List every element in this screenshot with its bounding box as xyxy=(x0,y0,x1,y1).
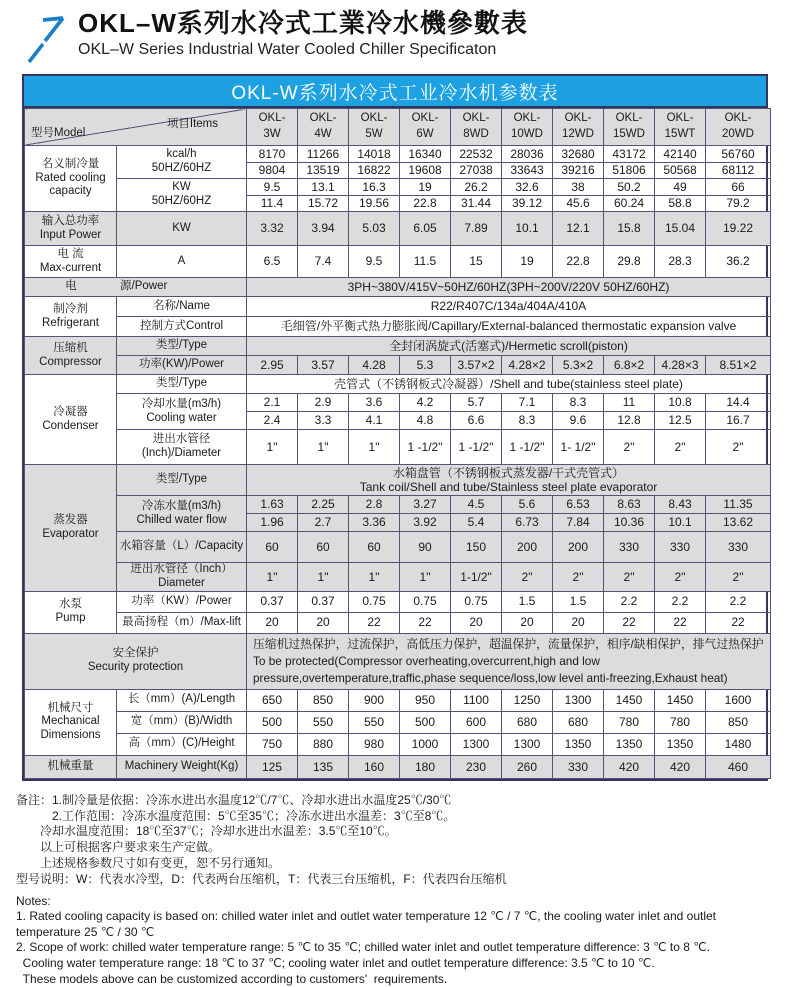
corner-cell xyxy=(25,109,247,146)
category-cell: 蒸发器 Evaporator xyxy=(25,465,117,592)
value-cell: 1-1/2" xyxy=(451,563,502,592)
value-cell: 26.2 xyxy=(451,179,502,196)
value-cell: 1350 xyxy=(604,733,655,755)
value-cell: 330 xyxy=(706,532,771,563)
value-cell: 19608 xyxy=(400,163,451,179)
model-header-cell: OKL- 15WT xyxy=(655,109,706,146)
note-line: Cooling water temperature range: 18 ℃ to 37 ℃; cooling water inlet and outlet temperature difference: 3.5 ℃ to 10 ℃. xyxy=(16,956,655,971)
value-cell: 3.57×2 xyxy=(451,356,502,375)
notes-zh xyxy=(16,793,790,888)
value-cell: 980 xyxy=(349,733,400,755)
span-value-cell: 毛细管/外平衡式热力膨胀阀/Capillary/External-balanced thermostatic expansion valve xyxy=(247,317,771,337)
value-cell: 5.6 xyxy=(502,496,553,514)
category-cell: 输入总功率 Input Power xyxy=(25,212,117,246)
value-cell: 60 xyxy=(247,532,298,563)
item-cell: 进出水管径 (Inch)/Diameter xyxy=(117,430,247,465)
page-header xyxy=(0,0,790,65)
value-cell: 68112 xyxy=(706,163,771,179)
value-cell: 125 xyxy=(247,755,298,778)
value-cell: 1100 xyxy=(451,689,502,711)
value-cell: 0.75 xyxy=(400,591,451,612)
value-cell: 32.6 xyxy=(502,179,553,196)
value-cell: 16.3 xyxy=(349,179,400,196)
value-cell: 500 xyxy=(400,711,451,733)
model-header-cell: OKL- 3W xyxy=(247,109,298,146)
value-cell: 16340 xyxy=(400,146,451,163)
value-cell: 550 xyxy=(349,711,400,733)
value-cell: 9.6 xyxy=(553,412,604,430)
value-cell: 31.44 xyxy=(451,196,502,212)
value-cell: 29.8 xyxy=(604,246,655,278)
item-cell: 宽（mm）(B)/Width xyxy=(117,711,247,733)
value-cell: 1000 xyxy=(400,733,451,755)
value-cell: 2.4 xyxy=(247,412,298,430)
value-cell: 51806 xyxy=(604,163,655,179)
value-cell: 180 xyxy=(400,755,451,778)
value-cell: 5.4 xyxy=(451,514,502,532)
value-cell: 500 xyxy=(247,711,298,733)
value-cell: 330 xyxy=(655,532,706,563)
span-value-cell: 3PH~380V/415V~50HZ/60HZ(3PH~200V/220V 50HZ/60HZ) xyxy=(247,278,771,297)
value-cell: 0.75 xyxy=(451,591,502,612)
note-line: Notes: xyxy=(16,893,51,908)
value-cell: 20 xyxy=(553,612,604,633)
value-cell: 780 xyxy=(604,711,655,733)
note-line: 型号说明：W：代表水冷型，D：代表两台压缩机，T：代表三台压缩机，F：代表四台压缩机 xyxy=(16,871,507,886)
span-value-cell: 水箱盘管（不锈钢板式蒸发器/干式壳管式） Tank coil/Shell and tube/Stainless steel plate evaporator xyxy=(247,465,771,496)
value-cell: 6.73 xyxy=(502,514,553,532)
value-cell: 5.03 xyxy=(349,212,400,246)
value-cell: 4.28×3 xyxy=(655,356,706,375)
value-cell: 950 xyxy=(400,689,451,711)
value-cell: 22.8 xyxy=(553,246,604,278)
value-cell: 3.3 xyxy=(298,412,349,430)
value-cell: 1300 xyxy=(502,733,553,755)
model-header-cell: OKL- 10WD xyxy=(502,109,553,146)
value-cell: 2.25 xyxy=(298,496,349,514)
value-cell: 1480 xyxy=(706,733,771,755)
value-cell: 420 xyxy=(655,755,706,778)
value-cell: 6.6 xyxy=(451,412,502,430)
value-cell: 58.8 xyxy=(655,196,706,212)
value-cell: 1.5 xyxy=(502,591,553,612)
category-cell: 压缩机 Compressor xyxy=(25,337,117,375)
value-cell: 22.8 xyxy=(400,196,451,212)
value-cell: 2" xyxy=(706,430,771,465)
value-cell: 50.2 xyxy=(604,179,655,196)
value-cell: 550 xyxy=(298,711,349,733)
value-cell: 2" xyxy=(655,563,706,592)
value-cell: 28.3 xyxy=(655,246,706,278)
value-cell: 22 xyxy=(349,612,400,633)
item-cell: kcal/h 50HZ/60HZ xyxy=(117,146,247,179)
value-cell: 20 xyxy=(247,612,298,633)
value-cell: 32680 xyxy=(553,146,604,163)
value-cell: 7.89 xyxy=(451,212,502,246)
value-cell: 22 xyxy=(706,612,771,633)
value-cell: 8.63 xyxy=(604,496,655,514)
item-cell: 功率（KW）/Power xyxy=(117,591,247,612)
item-cell: 类型/Type xyxy=(117,337,247,356)
value-cell: 2.2 xyxy=(604,591,655,612)
value-cell: 66 xyxy=(706,179,771,196)
span-value-cell: R22/R407C/134a/404A/410A xyxy=(247,297,771,317)
value-cell: 20 xyxy=(502,612,553,633)
value-cell: 900 xyxy=(349,689,400,711)
value-cell: 42140 xyxy=(655,146,706,163)
item-cell: 高（mm）(C)/Height xyxy=(117,733,247,755)
spec-table-body xyxy=(25,109,771,779)
value-cell: 680 xyxy=(502,711,553,733)
value-cell: 0.75 xyxy=(349,591,400,612)
category-cell: 制冷剂 Refrigerant xyxy=(25,297,117,337)
value-cell: 200 xyxy=(553,532,604,563)
item-cell: 进出水管径（Inch） Diameter xyxy=(117,563,247,592)
corner-items-label: 项目Items xyxy=(166,118,218,130)
value-cell: 420 xyxy=(604,755,655,778)
value-cell: 11266 xyxy=(298,146,349,163)
value-cell: 60 xyxy=(298,532,349,563)
page-title-en: OKL–W Series Industrial Water Cooled Chiller Specificaton xyxy=(78,41,497,58)
title-block xyxy=(72,7,528,61)
model-header-cell: OKL- 4W xyxy=(298,109,349,146)
value-cell: 15.72 xyxy=(298,196,349,212)
category-cell: 机械尺寸 Mechanical Dimensions xyxy=(25,689,117,755)
value-cell: 36.2 xyxy=(706,246,771,278)
value-cell: 22 xyxy=(655,612,706,633)
value-cell: 1- 1/2" xyxy=(553,430,604,465)
span-value-cell: 全封闭涡旋式(活塞式)/Hermetic scroll(piston) xyxy=(247,337,771,356)
value-cell: 20 xyxy=(298,612,349,633)
value-cell: 1 -1/2" xyxy=(502,430,553,465)
page-title-zh: OKL–W系列水冷式工業冷水機參數表 xyxy=(78,8,528,38)
model-header-cell: OKL- 8WD xyxy=(451,109,502,146)
value-cell: 6.05 xyxy=(400,212,451,246)
value-cell: 3.27 xyxy=(400,496,451,514)
value-cell: 9.5 xyxy=(349,246,400,278)
value-cell: 10.8 xyxy=(655,394,706,412)
value-cell: 39.12 xyxy=(502,196,553,212)
value-cell: 6.53 xyxy=(553,496,604,514)
value-cell: 750 xyxy=(247,733,298,755)
value-cell: 850 xyxy=(298,689,349,711)
value-cell: 15.04 xyxy=(655,212,706,246)
value-cell: 39216 xyxy=(553,163,604,179)
value-cell: 2.2 xyxy=(655,591,706,612)
value-cell: 9804 xyxy=(247,163,298,179)
value-cell: 1.96 xyxy=(247,514,298,532)
value-cell: 33643 xyxy=(502,163,553,179)
value-cell: 22 xyxy=(604,612,655,633)
span-value-cell: 压缩机过热保护，过流保护，高低压力保护，超温保护，流量保护，相序/缺相保护，排气过热保护 To be protected(Compressor overheating,overcurrent,high and low pressure,overtemperature,traffic,phase sequence/loss,low level anti-freezing,Exhaust heat) xyxy=(247,633,771,689)
value-cell: 13.62 xyxy=(706,514,771,532)
note-line: 以上可根据客户要求来生产定做。 xyxy=(16,840,221,855)
value-cell: 13519 xyxy=(298,163,349,179)
value-cell: 4.28 xyxy=(349,356,400,375)
note-line: temperature 25 ℃ / 30 ℃ xyxy=(16,924,155,939)
value-cell: 10.1 xyxy=(502,212,553,246)
value-cell: 1450 xyxy=(655,689,706,711)
value-cell: 11.4 xyxy=(247,196,298,212)
value-cell: 60 xyxy=(349,532,400,563)
item-cell: 最高扬程（m）/Max-lift xyxy=(117,612,247,633)
notes-en xyxy=(16,894,790,987)
value-cell: 8.3 xyxy=(553,394,604,412)
value-cell: 3.57 xyxy=(298,356,349,375)
value-cell: 19 xyxy=(400,179,451,196)
value-cell: 13.1 xyxy=(298,179,349,196)
note-line: 上述规格参数尺寸如有变更，恕不另行通知。 xyxy=(16,856,281,871)
value-cell: 2" xyxy=(706,563,771,592)
note-line: These models above can be customized according to customers' requirements. xyxy=(16,971,448,986)
value-cell: 160 xyxy=(349,755,400,778)
value-cell: 2" xyxy=(553,563,604,592)
value-cell: 50568 xyxy=(655,163,706,179)
value-cell: 2.8 xyxy=(349,496,400,514)
value-cell: 11.35 xyxy=(706,496,771,514)
value-cell: 5.7 xyxy=(451,394,502,412)
category-cell: 名义制冷量 Rated cooling capacity xyxy=(25,146,117,212)
value-cell: 230 xyxy=(451,755,502,778)
value-cell: 1 -1/2" xyxy=(400,430,451,465)
value-cell: 16822 xyxy=(349,163,400,179)
note-line: 冷却水温度范围：18℃至37℃；冷却水进出水温差：3.5℃至10℃。 xyxy=(16,824,397,839)
value-cell: 10.36 xyxy=(604,514,655,532)
item-cell: 类型/Type xyxy=(117,375,247,394)
value-cell: 4.8 xyxy=(400,412,451,430)
value-cell: 3.94 xyxy=(298,212,349,246)
model-header-cell: OKL- 15WD xyxy=(604,109,655,146)
value-cell: 4.5 xyxy=(451,496,502,514)
value-cell: 20 xyxy=(451,612,502,633)
value-cell: 1300 xyxy=(553,689,604,711)
spec-table xyxy=(24,108,771,779)
value-cell: 2" xyxy=(655,430,706,465)
value-cell: 1" xyxy=(298,563,349,592)
category-cell: 机械重量 xyxy=(25,755,117,778)
value-cell: 4.28×2 xyxy=(502,356,553,375)
value-cell: 600 xyxy=(451,711,502,733)
value-cell: 19.56 xyxy=(349,196,400,212)
value-cell: 4.1 xyxy=(349,412,400,430)
value-cell: 11.5 xyxy=(400,246,451,278)
value-cell: 2" xyxy=(604,563,655,592)
value-cell: 2.95 xyxy=(247,356,298,375)
value-cell: 5.3 xyxy=(400,356,451,375)
value-cell: 22 xyxy=(400,612,451,633)
value-cell: 6.8×2 xyxy=(604,356,655,375)
value-cell: 460 xyxy=(706,755,771,778)
value-cell: 56760 xyxy=(706,146,771,163)
category-cell: 电 流 Max-current xyxy=(25,246,117,278)
value-cell: 6.5 xyxy=(247,246,298,278)
value-cell: 1450 xyxy=(604,689,655,711)
value-cell: 7.4 xyxy=(298,246,349,278)
item-cell: 水箱容量（L）/Capacity xyxy=(117,532,247,563)
value-cell: 7.1 xyxy=(502,394,553,412)
item-cell: KW 50HZ/60HZ xyxy=(117,179,247,212)
model-header-cell: OKL- 12WD xyxy=(553,109,604,146)
value-cell: 1" xyxy=(247,563,298,592)
value-cell: 22532 xyxy=(451,146,502,163)
value-cell: 1250 xyxy=(502,689,553,711)
value-cell: 28036 xyxy=(502,146,553,163)
value-cell: 10.1 xyxy=(655,514,706,532)
brand-arrow-icon xyxy=(20,7,72,65)
value-cell: 1 -1/2" xyxy=(451,430,502,465)
value-cell: 1" xyxy=(400,563,451,592)
value-cell: 1" xyxy=(298,430,349,465)
value-cell: 38 xyxy=(553,179,604,196)
value-cell: 8.3 xyxy=(502,412,553,430)
value-cell: 19.22 xyxy=(706,212,771,246)
value-cell: 780 xyxy=(655,711,706,733)
value-cell: 43172 xyxy=(604,146,655,163)
table-caption: OKL-W系列水冷式工业冷水机参数表 xyxy=(231,82,559,104)
item-cell: 冷冻水量(m3/h) Chilled water flow xyxy=(117,496,247,532)
value-cell: 3.36 xyxy=(349,514,400,532)
value-cell: 680 xyxy=(553,711,604,733)
item-cell: 类型/Type xyxy=(117,465,247,496)
value-cell: 14.4 xyxy=(706,394,771,412)
value-cell: 1" xyxy=(349,563,400,592)
value-cell: 2" xyxy=(604,430,655,465)
value-cell: 8170 xyxy=(247,146,298,163)
item-cell: KW xyxy=(117,212,247,246)
value-cell: 1.63 xyxy=(247,496,298,514)
value-cell: 150 xyxy=(451,532,502,563)
value-cell: 12.5 xyxy=(655,412,706,430)
value-cell: 8.51×2 xyxy=(706,356,771,375)
note-line: 1. Rated cooling capacity is based on: chilled water inlet and outlet water temperature 12 ℃ / 7 ℃, the cooling water inlet and outlet xyxy=(16,909,717,924)
value-cell: 3.92 xyxy=(400,514,451,532)
value-cell: 3.6 xyxy=(349,394,400,412)
item-cell: 控制方式Control xyxy=(117,317,247,337)
value-cell: 1" xyxy=(349,430,400,465)
value-cell: 135 xyxy=(298,755,349,778)
item-cell: A xyxy=(117,246,247,278)
category-cell: 水泵 Pump xyxy=(25,591,117,633)
value-cell: 12.8 xyxy=(604,412,655,430)
value-cell: 330 xyxy=(553,755,604,778)
item-cell: 名称/Name xyxy=(117,297,247,317)
span-value-cell: 壳管式（不锈钢板式冷凝器）/Shell and tube(stainless steel plate) xyxy=(247,375,771,394)
value-cell: 90 xyxy=(400,532,451,563)
value-cell: 1350 xyxy=(655,733,706,755)
value-cell: 1600 xyxy=(706,689,771,711)
category-cell: 安全保护 Security protection xyxy=(25,633,247,689)
item-cell: Machinery Weight(Kg) xyxy=(117,755,247,778)
note-line: 2. Scope of work: chilled water temperature range: 5 ℃ to 35 ℃; chilled water inlet and outlet temperature difference: 3 ℃ to 8 ℃. xyxy=(16,940,711,955)
value-cell: 79.2 xyxy=(706,196,771,212)
note-line: 2.工作范围：冷冻水温度范围：5℃至35℃；冷冻水进出水温差：3℃至8℃。 xyxy=(16,808,456,823)
model-header-cell: OKL- 6W xyxy=(400,109,451,146)
value-cell: 260 xyxy=(502,755,553,778)
value-cell: 45.6 xyxy=(553,196,604,212)
spec-table-wrap xyxy=(22,74,768,781)
value-cell: 4.2 xyxy=(400,394,451,412)
value-cell: 880 xyxy=(298,733,349,755)
value-cell: 9.5 xyxy=(247,179,298,196)
value-cell: 49 xyxy=(655,179,706,196)
value-cell: 2.7 xyxy=(298,514,349,532)
value-cell: 0.37 xyxy=(247,591,298,612)
value-cell: 11 xyxy=(604,394,655,412)
value-cell: 3.32 xyxy=(247,212,298,246)
value-cell: 1300 xyxy=(451,733,502,755)
value-cell: 2.9 xyxy=(298,394,349,412)
value-cell: 1.5 xyxy=(553,591,604,612)
value-cell: 16.7 xyxy=(706,412,771,430)
value-cell: 5.3×2 xyxy=(553,356,604,375)
value-cell: 330 xyxy=(604,532,655,563)
value-cell: 19 xyxy=(502,246,553,278)
value-cell: 60.24 xyxy=(604,196,655,212)
item-cell: 长（mm）(A)/Length xyxy=(117,689,247,711)
item-cell: 功率(KW)/Power xyxy=(117,356,247,375)
model-header-cell: OKL- 20WD xyxy=(706,109,771,146)
value-cell: 650 xyxy=(247,689,298,711)
note-line: 备注：1.制冷量是依据：冷冻水进出水温度12℃/7℃、冷却水进出水温度25℃/30℃ xyxy=(16,792,452,807)
value-cell: 2.2 xyxy=(706,591,771,612)
value-cell: 1350 xyxy=(553,733,604,755)
value-cell: 15.8 xyxy=(604,212,655,246)
value-cell: 8.43 xyxy=(655,496,706,514)
corner-model-label: 型号Model xyxy=(31,127,86,140)
value-cell: 27038 xyxy=(451,163,502,179)
value-cell: 7.84 xyxy=(553,514,604,532)
category-cell: 冷凝器 Condenser xyxy=(25,375,117,465)
value-cell: 2" xyxy=(502,563,553,592)
value-cell: 12.1 xyxy=(553,212,604,246)
value-cell: 14018 xyxy=(349,146,400,163)
model-header-cell: OKL- 5W xyxy=(349,109,400,146)
value-cell: 200 xyxy=(502,532,553,563)
value-cell: 2.1 xyxy=(247,394,298,412)
table-caption-bar xyxy=(24,76,766,108)
value-cell: 0.37 xyxy=(298,591,349,612)
value-cell: 15 xyxy=(451,246,502,278)
value-cell: 1" xyxy=(247,430,298,465)
item-cell: 冷却水量(m3/h) Cooling water xyxy=(117,394,247,430)
category-cell: 电 源/Power xyxy=(25,278,247,297)
value-cell: 850 xyxy=(706,711,771,733)
